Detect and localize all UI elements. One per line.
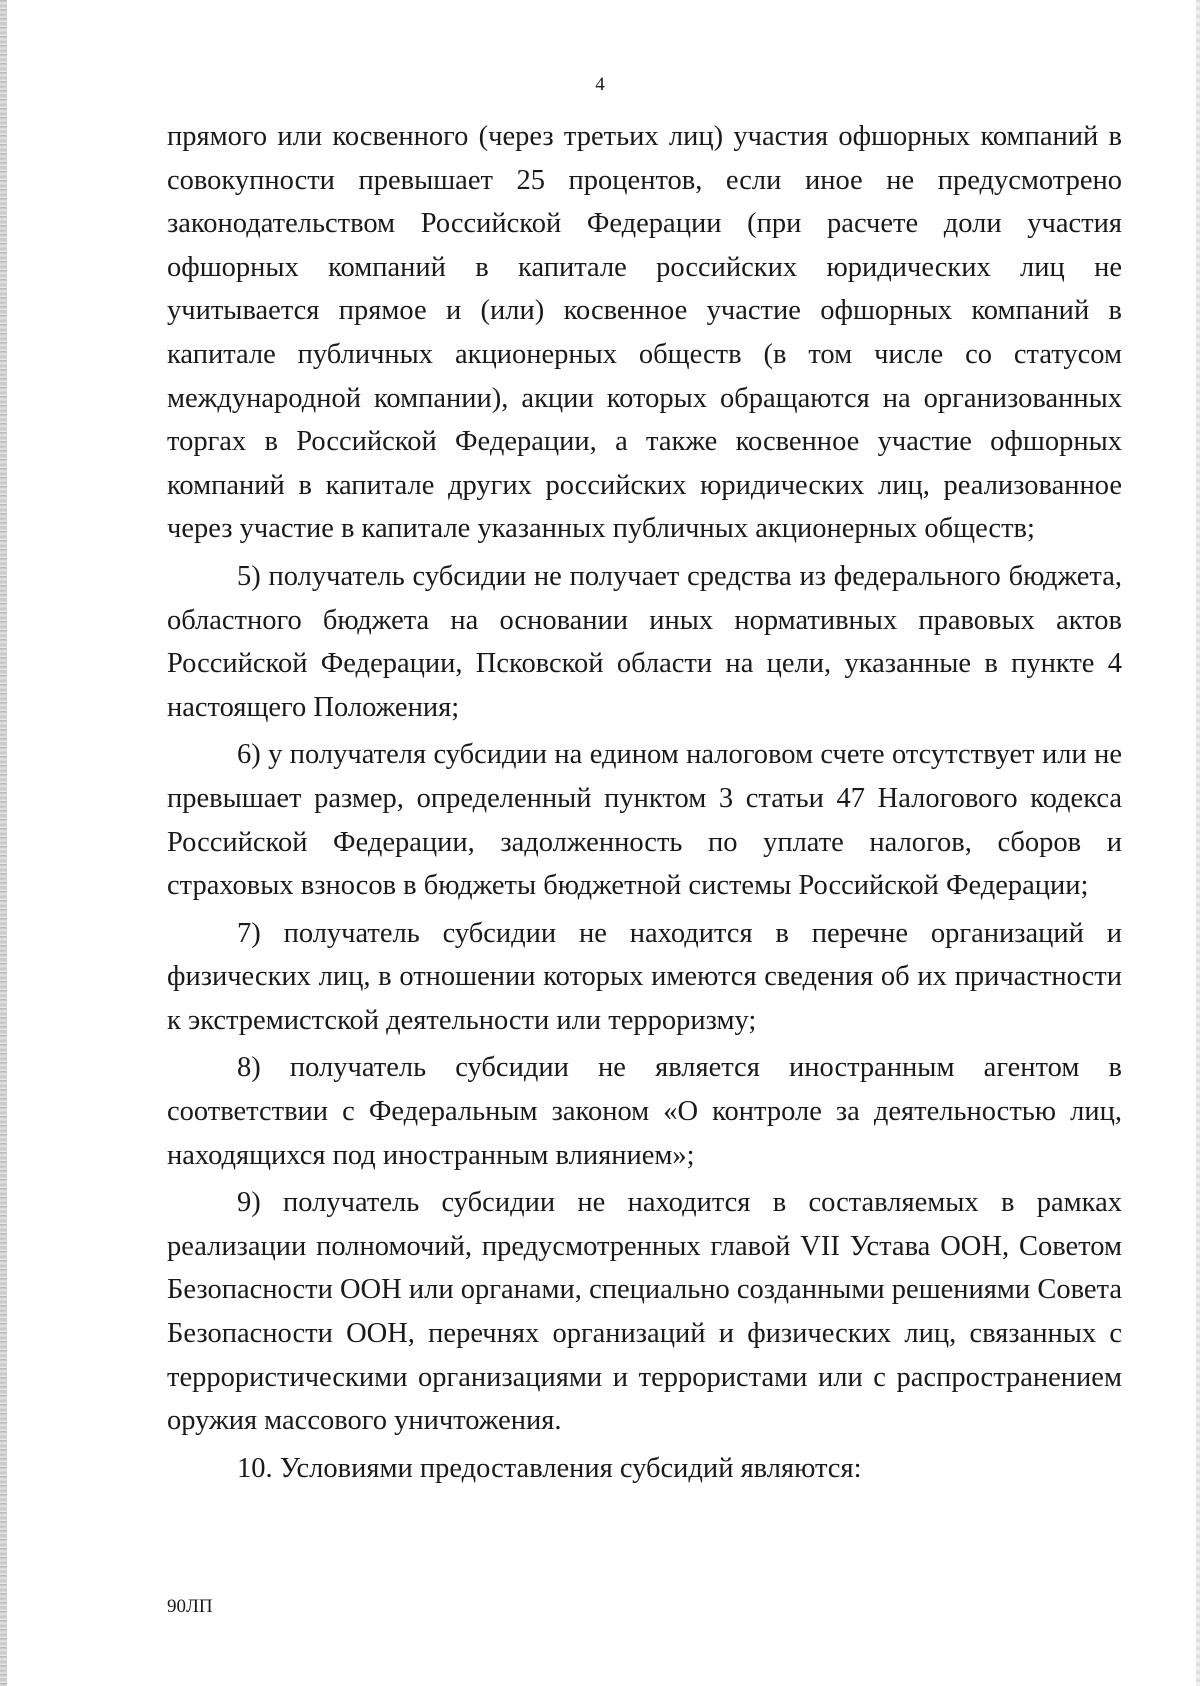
paragraph-item-7: 7) получатель субсидии не находится в перечне организаций и физических лиц, в отношении которых имеются сведения об их причастности к экстремистской деятельности или терроризму; (167, 917, 1122, 1036)
page-number: 4 (595, 74, 605, 95)
document-code: 90ЛП (167, 1596, 213, 1617)
paragraph-item-10: 10. Условиями предоставления субсидий являются: (237, 1452, 862, 1484)
paragraph-item-9: 9) получатель субсидии не находится в составляемых в рамках реализации полномочий, предусмотренных главой VII Устава ООН, Советом Безопасности ООН или органами, специально созданными решениями Совета Безопасности ООН, перечнях организаций и физических лиц, связанных с террористическими организациями и террористами или с распространением оружия массового уничтожения. (167, 1187, 1122, 1437)
document-body (167, 115, 1122, 1490)
paragraph-item-6: 6) у получателя субсидии на едином налоговом счете отсутствует или не превышает размер, определенный пунктом 3 статьи 47 Налогового кодекса Российской Федерации, задолженность по уплате налогов, сборов и страховых взносов в бюджеты бюджетной системы Российской Федерации; (167, 739, 1122, 902)
paragraph-item-8: 8) получатель субсидии не является иностранным агентом в соответствии с Федеральным законом «О контроле за деятельностью лиц, находящихся под иностранным влиянием»; (167, 1052, 1122, 1171)
paragraph-item-5: 5) получатель субсидии не получает средства из федерального бюджета, областного бюджета на основании иных нормативных правовых актов Российской Федерации, Псковской области на цели, указанные в пункте 4 настоящего Положения; (167, 560, 1122, 723)
scan-edge-right (1196, 0, 1200, 1686)
scan-edge-left (0, 0, 7, 1686)
paragraph-continuation: прямого или косвенного (через третьих лиц) участия офшорных компаний в совокупности превышает 25 процентов, если иное не предусмотрено законодательством Российской Федерации (при расчете доли участия офшорных компаний в капитале российских юридических лиц не учитывается прямое и (или) косвенное участие офшорных компаний в капитале публичных акционерных обществ (в том числе со статусом международной компании), акции которых обращаются на организованных торгах в Российской Федерации, а также косвенное участие офшорных компаний в капитале других российских юридических лиц, реализованное через участие в капитале указанных публичных акционерных обществ; (167, 121, 1122, 545)
